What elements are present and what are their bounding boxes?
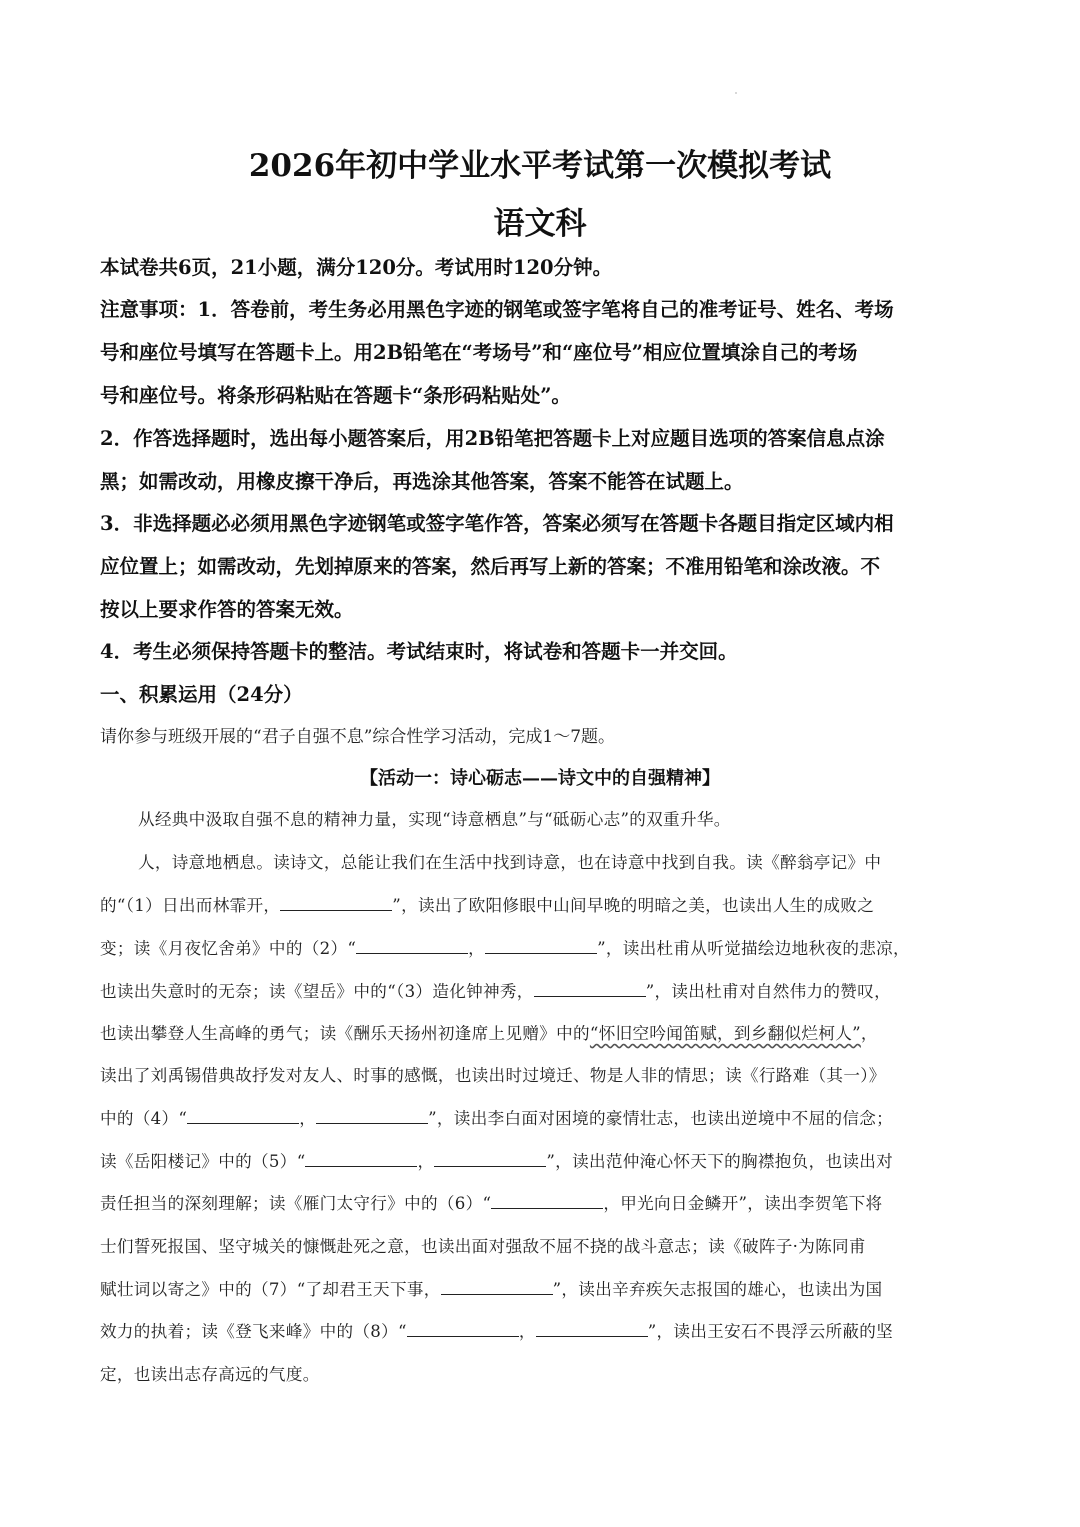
scan-speck: [735, 92, 737, 94]
activity-lead: 从经典中汲取自强不息的精神力量，实现“诗意栖息”与“砥砺心志”的双重升华。: [138, 810, 731, 829]
notice-line: 应位置上；如需改动，先划掉原来的答案，然后再写上新的答案；不准用铅笔和涂改液。不: [100, 555, 881, 578]
wavy-quote: “怀旧空吟闻笛赋，到乡翻似烂柯人”: [589, 1024, 861, 1043]
para-line: 士们誓死报国、坚守城关的慷慨赴死之意，也读出面对强敌不屈不挠的战斗意志；读《破阵子·为陈同甫: [100, 1237, 866, 1256]
answer-blank[interactable]: [491, 1192, 603, 1209]
para-line: 赋壮词以寄之》中的（7）“了却君王天下事， ”，读出辛弃疾矢志报国的雄心，也读出为国: [100, 1280, 883, 1299]
para-line: 也读出攀登人生高峰的勇气；读《酬乐天扬州初逢席上见赠》中的“怀旧空吟闻笛赋，到乡翻似烂柯人”，: [100, 1024, 878, 1043]
notice-line: 注意事项：1．答卷前，考生务必用黑色字迹的钢笔或签字笔将自己的准考证号、姓名、考场: [100, 298, 894, 321]
notice-line: 3．非选择题必必须用黑色字迹钢笔或签字笔作答，答案必须写在答题卡各题目指定区域内相: [100, 512, 894, 535]
para-line: 定，也读出志存高远的气度。: [100, 1365, 320, 1384]
answer-blank[interactable]: [536, 1320, 648, 1337]
answer-blank[interactable]: [356, 937, 468, 954]
para-line: 中的（4）“ ， ”，读出李白面对困境的豪情壮志，也读出逆境中不屈的信念；: [100, 1109, 894, 1128]
answer-blank[interactable]: [407, 1320, 519, 1337]
notice-line: 4．考生必须保持答题卡的整洁。考试结束时，将试卷和答题卡一并交回。: [100, 640, 738, 663]
para-line: 的“（1）日出而林霏开， ”，读出了欧阳修眼中山间早晚的明暗之美，也读出人生的成败之: [100, 896, 875, 915]
answer-blank[interactable]: [434, 1150, 546, 1167]
answer-blank[interactable]: [316, 1107, 428, 1124]
section-heading: 一、积累运用（24分）: [100, 683, 303, 706]
answer-blank[interactable]: [305, 1150, 417, 1167]
answer-blank[interactable]: [485, 937, 597, 954]
notice-line: 按以上要求作答的答案无效。: [100, 598, 354, 621]
exam-summary: 本试卷共6页，21小题，满分120分。考试用时120分钟。: [100, 256, 613, 279]
answer-blank[interactable]: [187, 1107, 299, 1124]
notice-line: 黑；如需改动，用橡皮擦干净后，再选涂其他答案，答案不能答在试题上。: [100, 470, 744, 493]
subject-title: 语文科: [493, 206, 587, 242]
section-intro: 请你参与班级开展的“君子自强不息”综合性学习活动，完成1～7题。: [100, 727, 616, 747]
answer-blank[interactable]: [534, 980, 646, 997]
answer-blank[interactable]: [441, 1278, 553, 1295]
para-line: 读出了刘禹锡借典故抒发对友人、时事的感慨，也读出时过境迁、物是人非的情思；读《行路难（其一）》: [100, 1066, 886, 1085]
para-line: 变；读《月夜忆舍弟》中的（2）“ ， ”，读出杜甫从听觉描绘边地秋夜的悲凉，: [100, 939, 910, 958]
notice-line: 号和座位号。将条形码粘贴在答题卡“条形码粘贴处”。: [100, 384, 571, 407]
notice-line: 号和座位号填写在答题卡上。用2B铅笔在“考场号”和“座位号”相应位置填涂自己的考场: [100, 341, 858, 364]
para-line: 也读出失意时的无奈；读《望岳》中的“（3）造化钟神秀， ”，读出杜甫对自然伟力的赞叹，: [100, 982, 891, 1001]
para-line: 责任担当的深刻理解；读《雁门太守行》中的（6）“ ，甲光向日金鳞开”，读出李贺笔下将: [100, 1194, 883, 1213]
para-line: 人，诗意地栖息。读诗文，总能让我们在生活中找到诗意，也在诗意中找到自我。读《醉翁亭记》中: [138, 853, 882, 872]
activity-title: 【活动一：诗心砺志——诗文中的自强精神】: [360, 768, 720, 789]
exam-title: 2026年初中学业水平考试第一次模拟考试: [248, 148, 832, 184]
para-line: 读《岳阳楼记》中的（5）“ ， ”，读出范仲淹心怀天下的胸襟抱负，也读出对: [100, 1152, 894, 1171]
para-line: 效力的执着；读《登飞来峰》中的（8）“ ， ”，读出王安石不畏浮云所蔽的坚: [100, 1322, 894, 1341]
answer-blank[interactable]: [280, 894, 392, 911]
notice-line: 2．作答选择题时，选出每小题答案后，用2B铅笔把答题卡上对应题目选项的答案信息点涂: [100, 427, 885, 450]
